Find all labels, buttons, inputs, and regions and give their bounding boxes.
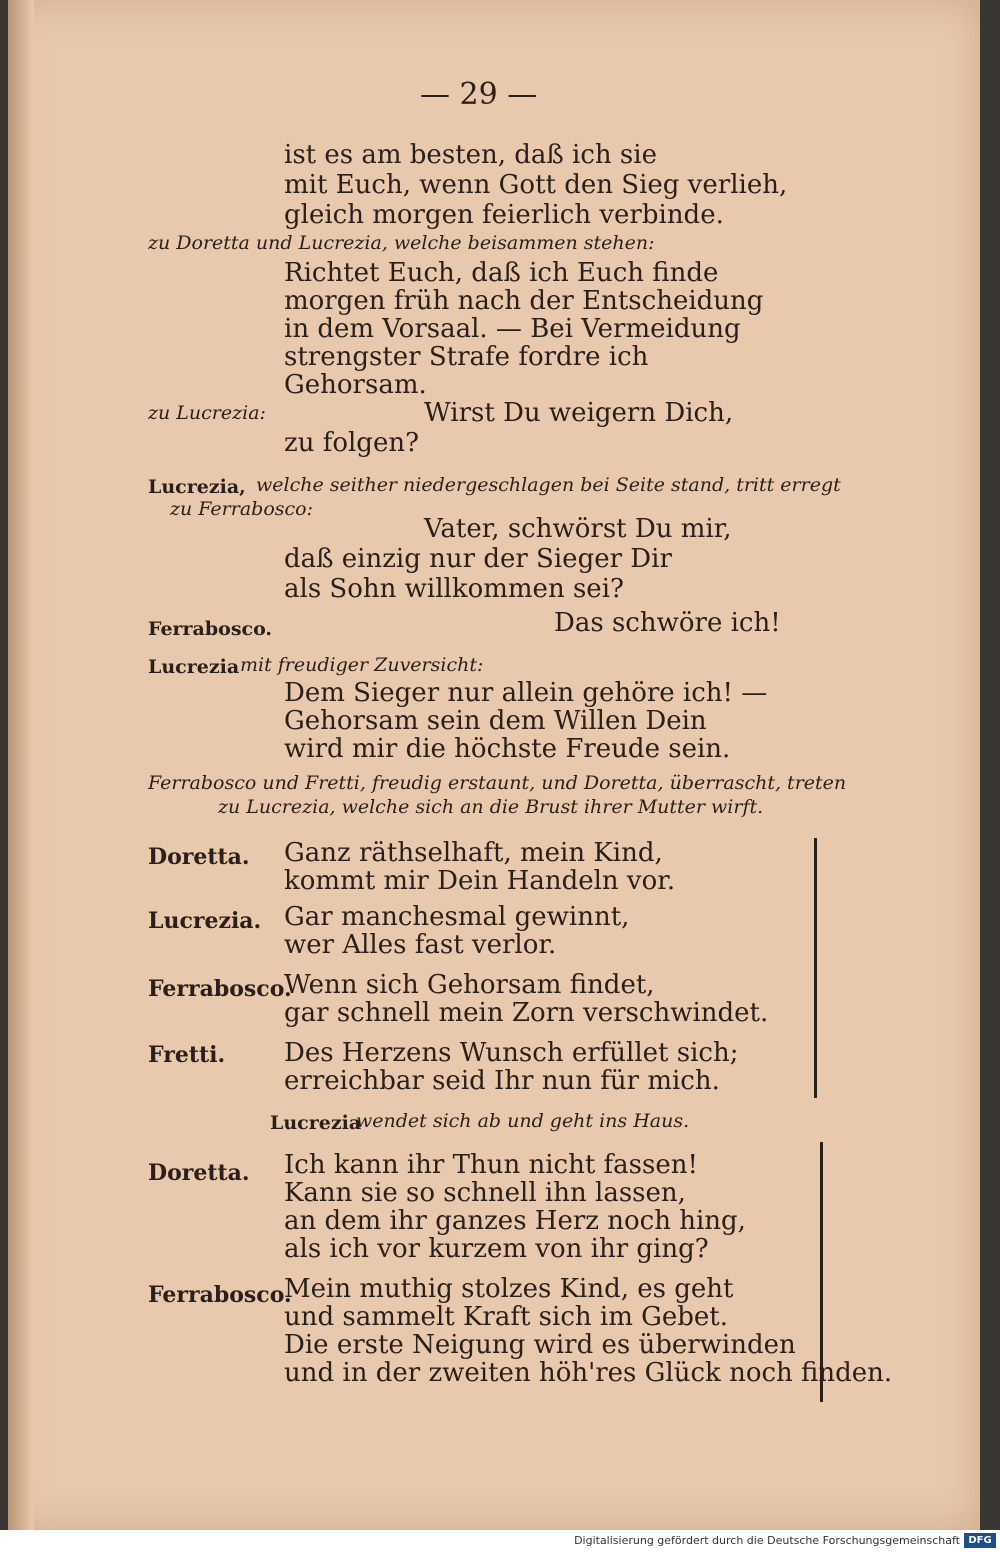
- dfg-logo-icon: DFG: [964, 1533, 996, 1548]
- ensemble-brace: [820, 1142, 823, 1402]
- verse-line: daß einzig nur der Sieger Dir: [284, 544, 672, 574]
- verse-line: morgen früh nach der Entscheidung: [284, 286, 764, 316]
- verse-line: als Sohn willkommen sei?: [284, 574, 624, 604]
- speaker-name: Ferrabosco.: [148, 618, 273, 640]
- verse-line: Die erste Neigung wird es überwinden: [284, 1330, 796, 1360]
- verse-line: Wirst Du weigern Dich,: [424, 398, 734, 428]
- stage-direction: zu Ferrabosco:: [170, 498, 314, 520]
- stage-direction: zu Lucrezia, welche sich an die Brust ihrer Mutter wirft.: [218, 796, 764, 818]
- speaker-name: Doretta.: [148, 844, 250, 870]
- speaker-name: Lucrezia,: [148, 476, 246, 498]
- verse-line: erreichbar seid Ihr nun für mich.: [284, 1066, 720, 1096]
- speaker-name: Fretti.: [148, 1042, 226, 1068]
- verse-line: gar schnell mein Zorn verschwindet.: [284, 998, 769, 1028]
- verse-line: und sammelt Kraft sich im Gebet.: [284, 1302, 729, 1332]
- stage-direction: Ferrabosco und Fretti, freudig erstaunt, und Doretta, überrascht, treten: [148, 772, 847, 794]
- verse-line: Ganz räthselhaft, mein Kind,: [284, 838, 663, 868]
- stage-direction: zu Lucrezia:: [148, 402, 266, 424]
- speaker-name: Doretta.: [148, 1160, 250, 1186]
- verse-line: und in der zweiten höh'res Glück noch finden.: [284, 1358, 893, 1388]
- digitization-footer: [0, 1530, 1000, 1552]
- verse-line: Vater, schwörst Du mir,: [424, 514, 732, 544]
- book-page: [8, 0, 980, 1530]
- verse-line: als ich vor kurzem von ihr ging?: [284, 1234, 709, 1264]
- verse-line: wer Alles fast verlor.: [284, 930, 557, 960]
- verse-line: ist es am besten, daß ich sie: [284, 140, 657, 170]
- verse-line: Gehorsam.: [284, 370, 427, 400]
- speaker-name: Ferrabosco.: [148, 1282, 292, 1308]
- verse-line: kommt mir Dein Handeln vor.: [284, 866, 676, 896]
- verse-line: Ich kann ihr Thun nicht fassen!: [284, 1150, 698, 1180]
- verse-line: Mein muthig stolzes Kind, es geht: [284, 1274, 734, 1304]
- verse-line: Gehorsam sein dem Willen Dein: [284, 706, 707, 736]
- stage-direction: welche seither niedergeschlagen bei Seite stand, tritt erregt: [256, 474, 841, 496]
- speaker-name: Lucrezia.: [148, 908, 262, 934]
- verse-line: mit Euch, wenn Gott den Sieg verlieh,: [284, 170, 788, 200]
- verse-line: Das schwöre ich!: [554, 608, 781, 638]
- verse-line: Dem Sieger nur allein gehöre ich! —: [284, 678, 768, 708]
- verse-line: zu folgen?: [284, 428, 420, 458]
- speaker-name: Ferrabosco.: [148, 976, 292, 1002]
- verse-line: wird mir die höchste Freude sein.: [284, 734, 731, 764]
- stage-direction: wendet sich ab und geht ins Haus.: [356, 1110, 690, 1132]
- funding-notice: Digitalisierung gefördert durch die Deutsche Forschungsgemeinschaft: [574, 1534, 960, 1547]
- verse-line: gleich morgen feierlich verbinde.: [284, 200, 724, 230]
- verse-line: Des Herzens Wunsch erfüllet sich;: [284, 1038, 739, 1068]
- page-number: — 29 —: [420, 77, 538, 112]
- verse-line: Wenn sich Gehorsam findet,: [284, 970, 655, 1000]
- verse-line: Richtet Euch, daß ich Euch finde: [284, 258, 719, 288]
- ensemble-brace: [814, 838, 817, 1098]
- verse-line: an dem ihr ganzes Herz noch hing,: [284, 1206, 746, 1236]
- speaker-name: Lucrezia: [148, 656, 240, 678]
- verse-line: Kann sie so schnell ihn lassen,: [284, 1178, 686, 1208]
- verse-line: Gar manchesmal gewinnt,: [284, 902, 630, 932]
- verse-line: strengster Strafe fordre ich: [284, 342, 649, 372]
- page-binding-edge: [8, 0, 34, 1530]
- stage-direction: mit freudiger Zuversicht:: [240, 654, 484, 676]
- stage-direction: zu Doretta und Lucrezia, welche beisammen stehen:: [148, 232, 655, 254]
- verse-line: in dem Vorsaal. — Bei Vermeidung: [284, 314, 741, 344]
- speaker-name: Lucrezia: [270, 1112, 362, 1134]
